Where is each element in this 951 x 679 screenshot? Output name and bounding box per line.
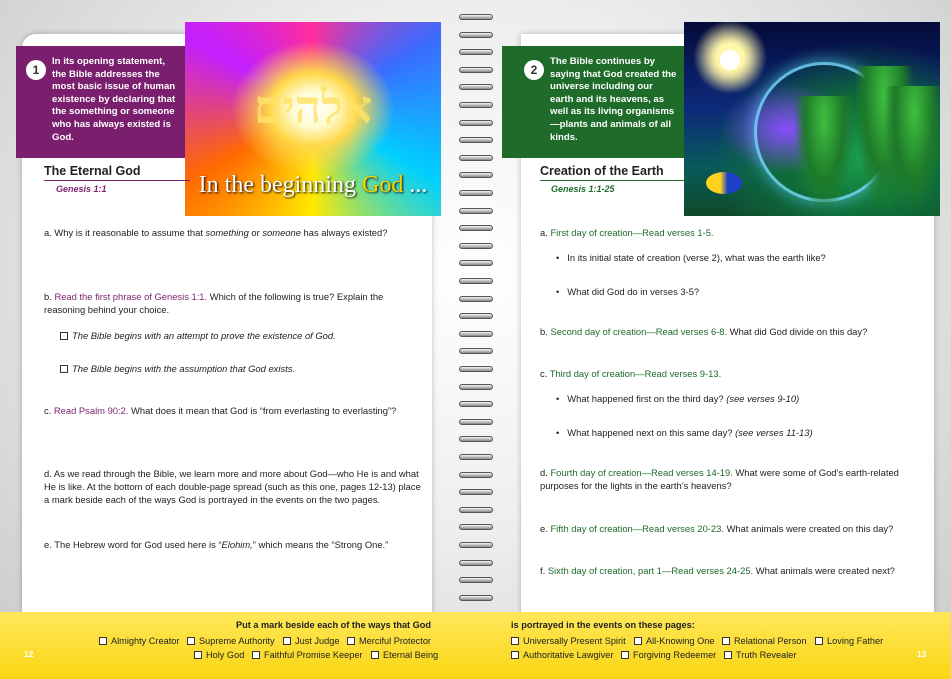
portrayal-label: Supreme Authority xyxy=(199,636,275,646)
spiral-ring xyxy=(459,296,493,302)
spiral-ring xyxy=(459,32,493,38)
footer-title-left: Put a mark beside each of the ways that God xyxy=(236,620,432,630)
portrayal-checkbox[interactable] xyxy=(634,637,642,645)
spiral-ring xyxy=(459,560,493,566)
portrayal-checkbox[interactable] xyxy=(371,651,379,659)
question-text: What animals were created next? xyxy=(753,565,895,576)
question-text: What does it mean that God is “from everlasting to everlasting”? xyxy=(128,405,397,416)
question-text: or xyxy=(248,227,263,238)
question-text: What were some of God’s earth-related purposes for the lights in the earth’s heavens? xyxy=(540,467,899,492)
portrayal-checkbox[interactable] xyxy=(194,651,202,659)
page-number-left: 12 xyxy=(24,649,34,659)
spiral-ring xyxy=(459,313,493,319)
spiral-ring xyxy=(459,577,493,583)
question-text: a. xyxy=(540,227,551,238)
portrayal-option[interactable] xyxy=(511,650,613,660)
question-text: b. xyxy=(540,326,551,337)
sun-illustration xyxy=(720,50,740,70)
portrayal-label: Relational Person xyxy=(734,636,807,646)
portrayal-option[interactable] xyxy=(187,636,275,646)
scripture-reference: Genesis 1:1-25 xyxy=(551,184,615,194)
question-emphasis: (see verses 11-13) xyxy=(735,427,813,438)
spiral-ring xyxy=(459,489,493,495)
question-text: What did God do in verses 3-5? xyxy=(567,286,700,297)
portrayal-checkbox[interactable] xyxy=(283,637,291,645)
portrayal-option[interactable] xyxy=(722,636,807,646)
fish-illustration xyxy=(706,172,742,194)
section-number-badge: 2 xyxy=(524,60,544,80)
portrayal-checkbox[interactable] xyxy=(99,637,107,645)
question-text: e. The Hebrew word for God used here is “ xyxy=(44,539,222,550)
portrayal-checkbox[interactable] xyxy=(252,651,260,659)
bullet-icon: • xyxy=(556,427,560,438)
spiral-ring xyxy=(459,49,493,55)
portrayal-option[interactable] xyxy=(634,636,714,646)
section-heading: Creation of the Earth xyxy=(540,164,686,181)
question-text: a. Why is it reasonable to assume that xyxy=(44,227,206,238)
spiral-ring xyxy=(459,419,493,425)
question-text: d. xyxy=(540,467,551,478)
portrayal-checkbox[interactable] xyxy=(511,637,519,645)
portrayal-label: Just Judge xyxy=(295,636,340,646)
portrayal-checkbox[interactable] xyxy=(511,651,519,659)
reading-instruction: Third day of creation—Read verses 9-13. xyxy=(549,368,722,379)
reading-instruction: Read Psalm 90:2. xyxy=(53,405,129,416)
sub-question xyxy=(556,251,916,264)
portrayal-checkbox[interactable] xyxy=(722,637,730,645)
portrayal-option[interactable] xyxy=(621,650,716,660)
creation-image xyxy=(684,22,940,216)
bullet-icon: • xyxy=(556,393,560,404)
intro-text: The Bible continues by saying that God created the universe including our earth and its heavens, as well as its living organisms—plants and animals of all kinds. xyxy=(550,56,677,143)
question-c xyxy=(540,367,920,380)
intro-text: In its opening statement, the Bible addresses the most basic issue of human existence by declaring that the something or someone who has always existed is God. xyxy=(52,56,176,143)
scripture-reference: Genesis 1:1 xyxy=(56,184,107,194)
question-text: What happened first on the third day? xyxy=(567,393,727,404)
portrayal-label: Merciful Protector xyxy=(359,636,431,646)
spiral-ring xyxy=(459,84,493,90)
question-text: f. xyxy=(540,565,548,576)
option-row[interactable] xyxy=(60,362,420,375)
question-b xyxy=(540,325,920,338)
palm-tree-illustration xyxy=(884,86,940,216)
spiral-ring xyxy=(459,172,493,178)
question-emphasis: someone xyxy=(262,227,301,238)
question-emphasis: something xyxy=(205,227,249,238)
reading-instruction: Sixth day of creation, part 1—Read verses 24-25. xyxy=(547,565,754,576)
spiral-ring xyxy=(459,260,493,266)
portrayal-label: Authoritative Lawgiver xyxy=(523,650,614,660)
footer-title-right: is portrayed in the events on these pages: xyxy=(511,620,695,630)
question-d xyxy=(540,466,920,492)
portrayal-label: Holy God xyxy=(206,650,245,660)
question-d: d. As we read through the Bible, we learn more and more about God—who He is and what He is like. At the bottom of each double-page spread (such as this one, pages 12-13) place a mark beside each of the ways God is portrayed in the events on the two pages. xyxy=(44,468,421,506)
hebrew-elohim-text: אלהים xyxy=(253,80,373,134)
spiral-ring xyxy=(459,331,493,337)
question-text: b. xyxy=(44,291,55,302)
question-text: What happened next on this same day? xyxy=(567,427,736,438)
portrayal-label: Eternal Being xyxy=(383,650,439,660)
question-e xyxy=(44,538,424,551)
portrayal-option[interactable] xyxy=(194,650,244,660)
portrayal-label: Forgiving Redeemer xyxy=(633,650,717,660)
question-text: ” which means the “Strong One.” xyxy=(252,539,389,550)
spiral-ring xyxy=(459,542,493,548)
question-b xyxy=(44,290,424,316)
spiral-ring xyxy=(459,595,493,601)
spiral-ring xyxy=(459,137,493,143)
sub-question xyxy=(556,285,916,298)
question-emphasis: Elohim, xyxy=(221,539,253,550)
sub-question xyxy=(556,392,916,405)
question-f xyxy=(540,564,920,577)
intro-banner-left xyxy=(16,46,196,158)
option-row[interactable] xyxy=(60,329,420,342)
portrayal-option[interactable] xyxy=(252,650,363,660)
spiral-ring xyxy=(459,472,493,478)
option-label: The Bible begins with the assumption that God exists. xyxy=(72,363,296,374)
reading-instruction: Fifth day of creation—Read verses 20-23. xyxy=(550,523,724,534)
question-text: e. xyxy=(540,523,551,534)
portrayal-label: All-Knowing One xyxy=(646,636,715,646)
spiral-ring xyxy=(459,225,493,231)
question-text: has always existed? xyxy=(300,227,388,238)
portrayal-option[interactable] xyxy=(347,636,431,646)
spiral-binding xyxy=(457,14,497,664)
image-caption xyxy=(185,172,441,199)
spiral-ring xyxy=(459,278,493,284)
option-checkbox[interactable] xyxy=(60,332,68,340)
in-the-beginning-image xyxy=(185,22,441,216)
portrayal-option[interactable] xyxy=(815,636,883,646)
spiral-ring xyxy=(459,348,493,354)
spiral-ring xyxy=(459,401,493,407)
spiral-ring xyxy=(459,190,493,196)
page-number-right: 13 xyxy=(917,649,927,659)
option-checkbox[interactable] xyxy=(60,365,68,373)
portrayal-option[interactable] xyxy=(371,650,438,660)
question-text: What animals were created on this day? xyxy=(723,523,894,534)
portrayal-option[interactable] xyxy=(511,636,626,646)
reading-instruction: Read the first phrase of Genesis 1:1. xyxy=(54,291,208,302)
question-a xyxy=(540,226,920,239)
question-a xyxy=(44,226,424,239)
portrayal-label: Faithful Promise Keeper xyxy=(264,650,363,660)
spiral-ring xyxy=(459,67,493,73)
section-number-badge: 1 xyxy=(26,60,46,80)
spiral-ring xyxy=(459,155,493,161)
spiral-ring xyxy=(459,507,493,513)
question-e xyxy=(540,522,920,535)
palm-tree-illustration xyxy=(794,96,854,216)
spiral-ring xyxy=(459,366,493,372)
spiral-ring xyxy=(459,102,493,108)
spiral-ring xyxy=(459,524,493,530)
question-text: In its initial state of creation (verse 2), what was the earth like? xyxy=(567,252,826,263)
question-emphasis: (see verses 9-10) xyxy=(726,393,800,404)
question-c xyxy=(44,404,424,417)
portrayal-checkbox[interactable] xyxy=(347,637,355,645)
spiral-ring xyxy=(459,14,493,20)
caption-suffix: ... xyxy=(403,172,428,198)
portrayal-option[interactable] xyxy=(283,636,339,646)
spiral-ring xyxy=(459,208,493,214)
spiral-ring xyxy=(459,436,493,442)
section-heading: The Eternal God xyxy=(44,164,190,181)
question-text: c. xyxy=(44,405,54,416)
bullet-icon: • xyxy=(556,252,560,263)
portrayal-option[interactable] xyxy=(724,650,796,660)
portrayal-label: Truth Revealer xyxy=(736,650,797,660)
portrayal-label: Loving Father xyxy=(827,636,884,646)
spiral-ring xyxy=(459,384,493,390)
question-text: Which of the following is true? Explain the reasoning behind your choice. xyxy=(44,291,384,316)
bullet-icon: • xyxy=(556,286,560,297)
spiral-ring xyxy=(459,454,493,460)
spiral-ring xyxy=(459,243,493,249)
portrayal-checkbox[interactable] xyxy=(187,637,195,645)
option-label: The Bible begins with an attempt to prove the existence of God. xyxy=(72,330,336,341)
caption-highlight: God xyxy=(361,172,404,198)
portrayal-label: Universally Present Spirit xyxy=(523,636,626,646)
question-text: c. xyxy=(540,368,550,379)
portrayal-checkbox[interactable] xyxy=(815,637,823,645)
portrayal-checkbox[interactable] xyxy=(724,651,732,659)
question-text: What did God divide on this day? xyxy=(727,326,868,337)
intro-banner-right xyxy=(502,46,687,158)
reading-instruction: Second day of creation—Read verses 6-8. xyxy=(550,326,728,337)
caption-prefix: In the beginning xyxy=(198,172,362,198)
spiral-ring xyxy=(459,120,493,126)
reading-instruction: First day of creation—Read verses 1-5. xyxy=(550,227,714,238)
sub-question xyxy=(556,426,916,439)
portrayal-label: Almighty Creator xyxy=(111,636,180,646)
portrayal-checkbox[interactable] xyxy=(621,651,629,659)
portrayal-option[interactable] xyxy=(99,636,179,646)
reading-instruction: Fourth day of creation—Read verses 14-19. xyxy=(550,467,733,478)
